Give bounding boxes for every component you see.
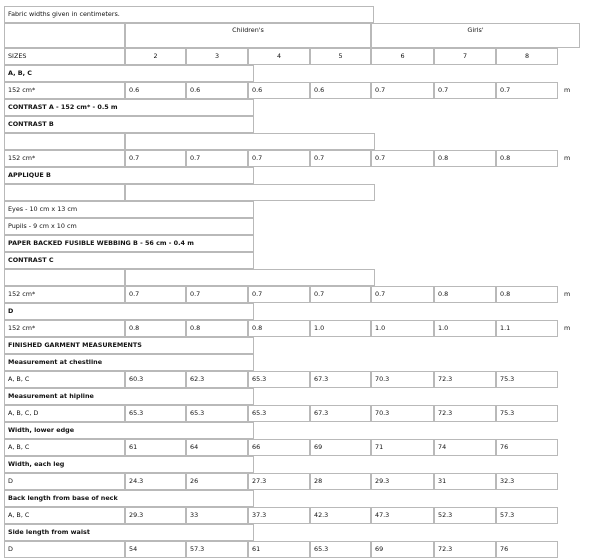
blank-cell [4,133,125,150]
value-cell: 0.7 [186,150,248,167]
value-cell: 0.8 [496,286,558,303]
header-blank-cell [4,23,125,48]
value-cell: 0.8 [434,286,496,303]
data-row [4,82,600,99]
value-cell: 75.3 [496,405,558,422]
value-cell: 0.7 [125,286,186,303]
value-cell: 52.3 [434,507,496,524]
value-cell: 70.3 [371,371,434,388]
value-cell: 75.3 [496,371,558,388]
section-label: Width, lower edge [4,422,254,439]
section-label: APPLIQUE B [4,167,254,184]
value-cell: 33 [186,507,248,524]
value-cell: 0.6 [310,82,371,99]
blank-cell [4,269,125,286]
value-cell: 66 [248,439,310,456]
section-label: CONTRAST C [4,252,254,269]
value-cell: 47.3 [371,507,434,524]
row-label: D [4,473,125,490]
data-row [4,473,600,490]
size-header-cell: 7 [434,48,496,65]
section-label: Width, each leg [4,456,254,473]
value-cell: 64 [186,439,248,456]
size-header-cell: 2 [125,48,186,65]
data-row [4,286,600,303]
value-cell: 26 [186,473,248,490]
value-cell: 71 [371,439,434,456]
data-row [4,371,600,388]
value-cell: 0.8 [125,320,186,337]
value-cell: 0.7 [371,82,434,99]
sizes-header-row [4,48,580,65]
value-cell: 0.7 [496,82,558,99]
section-label: FINISHED GARMENT MEASUREMENTS [4,337,254,354]
size-header-cell: 8 [496,48,558,65]
note-label: Eyes - 10 cm x 13 cm [4,201,254,218]
value-cell: 29.3 [371,473,434,490]
blank-cell [4,184,125,201]
value-cell: 62.3 [186,371,248,388]
data-row [4,405,600,422]
value-cell: 0.7 [434,82,496,99]
section-label: D [4,303,254,320]
size-header-cell: 6 [371,48,434,65]
value-cell: 65.3 [310,541,371,558]
row-label: D [4,541,125,558]
value-cell: 42.3 [310,507,371,524]
value-cell: 72.3 [434,371,496,388]
value-cell: 1.0 [371,320,434,337]
data-row [4,320,600,337]
data-row [4,150,600,167]
value-cell: 37.3 [248,507,310,524]
girls-group-label: Girls' [371,23,580,48]
sizes-label: SIZES [4,48,125,65]
row-label: 152 cm* [4,150,125,167]
value-cell: 65.3 [248,405,310,422]
section-label: A, B, C [4,65,254,82]
value-cell: 0.7 [310,286,371,303]
value-cell: 54 [125,541,186,558]
value-cell: 31 [434,473,496,490]
value-cell: 72.3 [434,405,496,422]
blank-cell [125,133,375,150]
value-cell: 76 [496,439,558,456]
fabric-width-note: Fabric widths given in centimeters. [4,6,374,23]
value-cell: 65.3 [125,405,186,422]
value-cell: 65.3 [186,405,248,422]
value-cell: 0.8 [496,150,558,167]
section-label: CONTRAST A - 152 cm* - 0.5 m [4,99,254,116]
value-cell: 24.3 [125,473,186,490]
value-cell: 28 [310,473,371,490]
value-cell: 0.6 [186,82,248,99]
row-label: 152 cm* [4,320,125,337]
row-label: A, B, C [4,439,125,456]
value-cell: 0.8 [186,320,248,337]
value-cell: 32.3 [496,473,558,490]
value-cell: 69 [310,439,371,456]
blank-cell [125,269,375,286]
section-label: CONTRAST B [4,116,254,133]
blank-cell [125,184,375,201]
size-header-cell: 4 [248,48,310,65]
value-cell: 65.3 [248,371,310,388]
value-cell: 74 [434,439,496,456]
value-cell: 0.6 [125,82,186,99]
value-cell: 0.7 [186,286,248,303]
value-cell: 70.3 [371,405,434,422]
data-row [4,439,600,456]
value-cell: 27.3 [248,473,310,490]
section-label: PAPER BACKED FUSIBLE WEBBING B - 56 cm - 0.4 m [4,235,254,252]
section-label: Side length from waist [4,524,254,541]
section-label: Back length from base of neck [4,490,254,507]
note-label: Pupils - 9 cm x 10 cm [4,218,254,235]
value-cell: 61 [248,541,310,558]
unit-label: m [564,154,571,162]
section-label: Measurement at hipline [4,388,254,405]
row-label: A, B, C [4,371,125,388]
value-cell: 72.3 [434,541,496,558]
value-cell: 57.3 [496,507,558,524]
size-group-header [4,23,580,48]
unit-label: m [564,86,571,94]
value-cell: 67.3 [310,405,371,422]
value-cell: 1.1 [496,320,558,337]
data-row [4,541,600,558]
row-label: A, B, C, D [4,405,125,422]
row-label: 152 cm* [4,286,125,303]
value-cell: 76 [496,541,558,558]
size-header-cell: 5 [310,48,371,65]
value-cell: 0.7 [371,286,434,303]
row-label: 152 cm* [4,82,125,99]
value-cell: 0.7 [371,150,434,167]
row-label: A, B, C [4,507,125,524]
data-row [4,507,600,524]
unit-label: m [564,290,571,298]
value-cell: 60.3 [125,371,186,388]
size-header-cell: 3 [186,48,248,65]
value-cell: 61 [125,439,186,456]
value-cell: 0.7 [248,150,310,167]
value-cell: 0.8 [434,150,496,167]
value-cell: 0.6 [248,82,310,99]
value-cell: 0.7 [310,150,371,167]
value-cell: 0.7 [248,286,310,303]
value-cell: 57.3 [186,541,248,558]
value-cell: 67.3 [310,371,371,388]
value-cell: 0.7 [125,150,186,167]
value-cell: 0.8 [248,320,310,337]
value-cell: 1.0 [434,320,496,337]
value-cell: 1.0 [310,320,371,337]
value-cell: 69 [371,541,434,558]
section-label: Measurement at chestline [4,354,254,371]
childrens-group-label: Children's [125,23,371,48]
unit-label: m [564,324,571,332]
value-cell: 29.3 [125,507,186,524]
